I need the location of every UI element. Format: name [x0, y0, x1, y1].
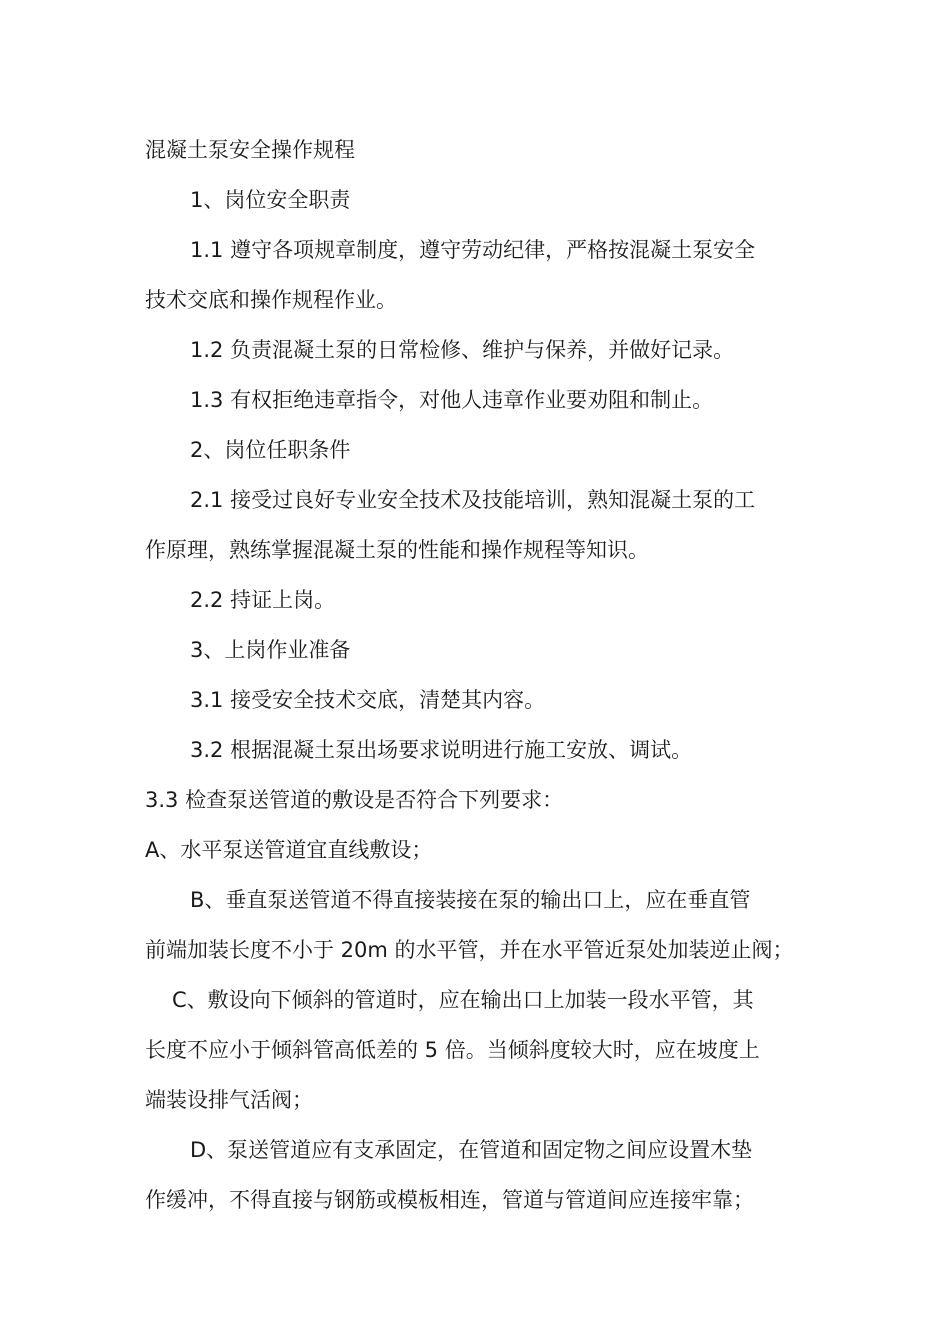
- paragraph-line: 1.2 负责混凝土泵的日常检修、维护与保养，并做好记录。: [190, 338, 735, 362]
- paragraph-line: A、水平泵送管道宜直线敷设；: [145, 838, 433, 862]
- paragraph-line: B、垂直泵送管道不得直接装接在泵的输出口上，应在垂直管: [190, 888, 751, 912]
- paragraph-line: 3.2 根据混凝土泵出场要求说明进行施工安放、调试。: [190, 738, 693, 762]
- paragraph-line: C、敷设向下倾斜的管道时，应在输出口上加装一段水平管，其: [172, 988, 754, 1012]
- paragraph-line: 1.1 遵守各项规章制度，遵守劳动纪律，严格按混凝土泵安全: [190, 238, 756, 262]
- paragraph-line: 1.3 有权拒绝违章指令，对他人违章作业要劝阻和制止。: [190, 388, 714, 412]
- document-title: 混凝土泵安全操作规程: [145, 138, 355, 162]
- paragraph-line: 长度不应小于倾斜管高低差的 5 倍。当倾斜度较大时，应在坡度上: [145, 1038, 760, 1062]
- paragraph-line: 2.2 持证上岗。: [190, 588, 336, 612]
- section-heading: 2、岗位任职条件: [190, 438, 351, 462]
- paragraph-line: 端装设排气活阀；: [145, 1088, 313, 1112]
- section-heading: 1、岗位安全职责: [190, 188, 351, 212]
- paragraph-line: D、泵送管道应有支承固定，在管道和固定物之间应设置木垫: [190, 1138, 753, 1162]
- paragraph-line: 作原理，熟练掌握混凝土泵的性能和操作规程等知识。: [145, 538, 649, 562]
- paragraph-line: 3.3 检查泵送管道的敷设是否符合下列要求：: [145, 788, 564, 812]
- paragraph-line: 作缓冲，不得直接与钢筋或模板相连，管道与管道间应连接牢靠；: [145, 1188, 754, 1212]
- paragraph-line: 2.1 接受过良好专业安全技术及技能培训，熟知混凝土泵的工: [190, 488, 756, 512]
- section-heading: 3、上岗作业准备: [190, 638, 351, 662]
- paragraph-line: 技术交底和操作规程作业。: [145, 288, 397, 312]
- paragraph-line: 3.1 接受安全技术交底，清楚其内容。: [190, 688, 546, 712]
- paragraph-line: 前端加装长度不小于 20m 的水平管，并在水平管近泵处加装逆止阀；: [145, 938, 794, 962]
